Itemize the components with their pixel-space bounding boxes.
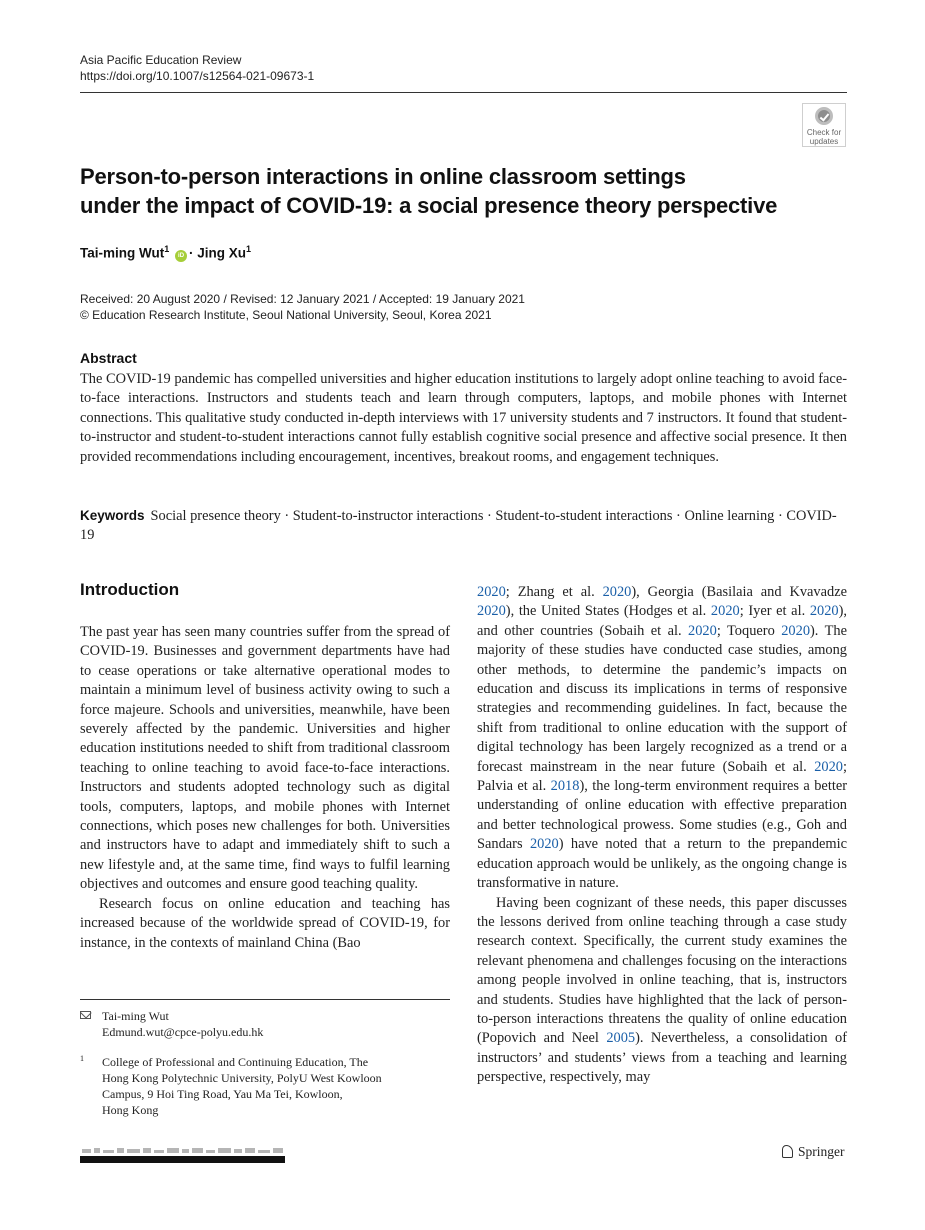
paragraph: Research focus on online education and teaching has increased because of the worldwide spread of COVID-19, for instance, in the contexts of mainland China (Bao	[80, 895, 450, 951]
citation-link[interactable]: 2005	[606, 1030, 636, 1047]
citation-link[interactable]: 2020	[477, 584, 506, 600]
body-column-left	[80, 623, 450, 953]
footnote-rule	[80, 999, 450, 1000]
author-name[interactable]: Jing Xu	[197, 245, 247, 261]
corresponding-author-name: Tai-ming Wut	[102, 1009, 169, 1023]
keywords	[80, 506, 847, 546]
paragraph: The past year has seen many countries suffer from the spread of COVID-19. Businesses and government departments have had to cease operations or take alternative operational modes to maintain a minimum level of business activity owing to such a force majeure. Schools and universities, meanwhile, have been severely affected by the pandemic. Universities and higher education institutions needed to shift from traditional classroom teaching to online teaching to avoid face-to-face interactions. Instructors and students adopted technology such as digital tools, computers, laptops, and mobile phones with Internet connections, which poses new challenges for both. Universities and instructors have to adapt and immediately shift to such a new lifestyle and, at the same time, find ways to fulfil learning objectives and outcomes and ensure good teaching quality.	[80, 624, 450, 893]
abstract-text: The COVID-19 pandemic has compelled universities and higher education institutions to largely adopt online teaching to avoid face-to-face interactions. Instructors and students teach and learn through computers, laptops, and mobile phones with Internet connections. This qualitative study conducted in-depth interviews with 17 university students and 7 instructors. It found that student-to-instructor and student-to-student interactions cannot fully establish cognitive social presence and affective social presence. It then provided recommendations including encouragement, incentives, breakout rooms, and engagement techniques.	[80, 371, 847, 465]
check-for-updates-icon	[815, 107, 833, 125]
copyright: © Education Research Institute, Seoul National University, Seoul, Korea 2021	[80, 308, 492, 322]
article-history	[80, 291, 525, 323]
author-list: Tai-ming Wut$^1$ iD · Jing Xu$^1$	[80, 244, 252, 261]
publisher-name: Springer	[798, 1144, 845, 1159]
title-line-1: Person-to-person interactions in online classroom settings	[80, 164, 686, 189]
body-column-right	[477, 583, 847, 1088]
section-heading-introduction: Introduction	[80, 580, 180, 599]
citation-link[interactable]: 2020	[781, 622, 811, 639]
citation-link[interactable]: 2020	[529, 836, 559, 853]
title-line-2: under the impact of COVID-19: a social presence theory perspective	[80, 193, 778, 218]
paragraph: 2020; Zhang et al. 2020), Georgia (Basilaia and Kvavadze 2020), the United States (Hodges et al. 2020; Iyer et al. 2020), and other countries (Sobaih et al. 2020; Toquero 2020). The majority of these studies have conducted case studies, among other methods, to determine the pandemic’s impacts on education and discuss its implications in terms of responsive strategies and recommending guidelines. In fact, because the shift from traditional to online education with the support of digital technology has been largely recognized as a trend or a forecast mainstream in the near future (Sobaih et al. 2020; Palvia et al. 2018), the long-term environment requires a better understanding of online education with effective preparation and better technological prowess. Some studies (e.g., Goh and Sandars 2020) have noted that a return to the prepandemic education approach would be unlikely, as the ongoing change is transformative in nature.	[477, 584, 847, 892]
affiliation-line: College of Professional and Continuing Education, The	[102, 1055, 369, 1069]
keywords-label: Keywords	[80, 508, 145, 523]
abstract-heading: Abstract	[80, 350, 137, 366]
citation-link[interactable]: 2020	[602, 584, 632, 600]
corresponding-author-email[interactable]: Edmund.wut@cpce-polyu.edu.hk	[102, 1025, 264, 1039]
affiliation-marker: 1	[246, 244, 252, 254]
journal-header	[80, 52, 314, 84]
journal-name: Asia Pacific Education Review	[80, 53, 242, 67]
citation-link[interactable]: 2018	[550, 778, 580, 795]
springer-horse-icon	[782, 1145, 793, 1158]
affiliation-line: Hong Kong	[102, 1103, 159, 1117]
citation-link[interactable]: 2020	[688, 622, 717, 639]
affiliation-line: Campus, 9 Hoi Ting Road, Yau Ma Tei, Kowloon,	[102, 1087, 343, 1101]
keywords-text: Social presence theory · Student-to-instructor interactions · Student-to-student interactions · Online learning · COVID-19	[80, 508, 837, 544]
header-rule	[80, 92, 847, 93]
article-title	[80, 162, 820, 220]
paragraph: Having been cognizant of these needs, this paper discusses the lessons derived from online teaching through a case study research context. Specifically, the current study examines the relevant phenomena and challenges focusing on the interactions among people involved in online teaching, that is, instructors and students. Studies have highlighted that the lack of person-to-person interactions threatens the quality of online education (Popovich and Neel 2005). Nevertheless, a consolidation of instructors’ and students’ views from a teaching and learning perspective, respectively, may	[477, 894, 847, 1086]
affiliation-marker: 1	[164, 244, 170, 254]
doi-link[interactable]: https://doi.org/10.1007/s12564-021-09673-1	[80, 69, 315, 83]
article-dates: Received: 20 August 2020 / Revised: 12 January 2021 / Accepted: 19 January 2021	[80, 292, 525, 306]
publisher-logo[interactable]	[782, 1144, 845, 1160]
envelope-icon	[80, 1011, 91, 1019]
badge-line-1: Check for	[806, 128, 842, 137]
citation-link[interactable]: 2020	[814, 758, 843, 775]
citation-link[interactable]: 2020	[710, 603, 740, 620]
citation-link[interactable]: 2020	[809, 603, 839, 620]
citation-link[interactable]: 2020	[477, 603, 506, 620]
affiliation-line: Hong Kong Polytechnic University, PolyU West Kowloon	[102, 1071, 382, 1085]
affiliation-number: 1	[80, 1054, 84, 1063]
orcid-icon[interactable]: iD	[175, 250, 187, 262]
author-name[interactable]: Tai-ming Wut	[80, 245, 165, 261]
badge-line-2: updates	[809, 137, 839, 146]
check-for-updates-badge[interactable]	[802, 103, 846, 147]
barcode-graphic	[80, 1147, 285, 1163]
